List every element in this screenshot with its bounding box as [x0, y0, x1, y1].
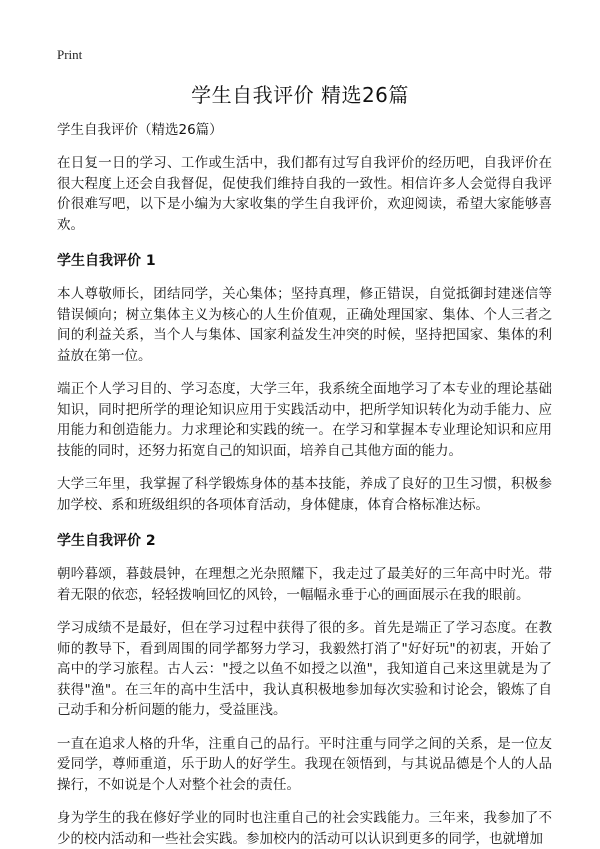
page-title: 学生自我评价 精选26篇 — [191, 83, 409, 107]
document-subtitle: 学生自我评价（精选26篇） — [57, 122, 223, 138]
paragraph: 本人尊敬师长，团结同学，关心集体；坚持真理，修正错误，自觉抵御封建迷信等错误倾向；树立集体主义为核心的人生价值观，正确处理国家、集体、个人三者之间的利益关系，当个人与集体、国家利益发生冲突的时候，坚持把国家、集体的利益放在第一位。 — [57, 286, 552, 364]
paragraph: 大学三年里，我掌握了科学锻炼身体的基本技能，养成了良好的卫生习惯，积极参加学校、系和班级组织的各项体育活动，身体健康，体育合格标准达标。 — [57, 476, 552, 513]
paragraph: 朝吟暮颂，暮鼓晨钟，在理想之光杂照耀下，我走过了最美好的三年高中时光。带着无限的依恋，轻轻拨响回忆的风铃，一幅幅永垂于心的画面展示在我的眼前。 — [57, 566, 552, 603]
section-heading: 学生自我评价 1 — [57, 253, 156, 269]
section-heading: 学生自我评价 2 — [57, 533, 156, 549]
paragraph: 一直在追求人格的升华，注重自己的品行。平时注重与同学之间的关系，是一位友爱同学，尊师重道，乐于助人的好学生。我现在领悟到，与其说品德是个人的人品操行，不如说是个人对整个社会的责任。 — [57, 735, 552, 793]
intro-paragraph: 在日复一日的学习、工作或生活中，我们都有过写自我评价的经历吧，自我评价在很大程度上还会自我督促，促使我们维持自我的一致性。相信许多人会觉得自我评价很难写吧，以下是小编为大家收集的学生自我评价，欢迎阅读，希望大家能够喜欢。 — [57, 155, 552, 233]
paragraph: 身为学生的我在修好学业的同时也注重自己的社会实践能力。三年来，我参加了不少的校内活动和一些社会实践。参加校内的活动可以认识到更多的同学，也就增加 — [57, 810, 552, 847]
paragraph: 端正个人学习目的、学习态度，大学三年，我系统全面地学习了本专业的理论基础知识，同时把所学的理论知识应用于实践活动中，把所学知识转化为动手能力、应用能力和创造能力。力求理论和实践的统一。在学习和掌握本专业理论知识和应用技能的同时，还努力拓宽自己的知识面，培养自己其他方面的能力。 — [57, 381, 552, 459]
print-link[interactable]: Print — [57, 47, 83, 62]
paragraph: 学习成绩不是最好，但在学习过程中获得了很的多。首先是端正了学习态度。在教师的教导下，看到周围的同学都努力学习，我毅然打消了"好好玩"的初衷，开始了高中的学习旅程。古人云："授之以鱼不如授之以渔"，我知道自己来这里就是为了获得"渔"。在三年的高中生活中，我认真积极地参加每次实验和讨论会，锻炼了自己动手和分析问题的能力，受益匪浅。 — [57, 620, 552, 718]
document-body — [57, 120, 552, 849]
